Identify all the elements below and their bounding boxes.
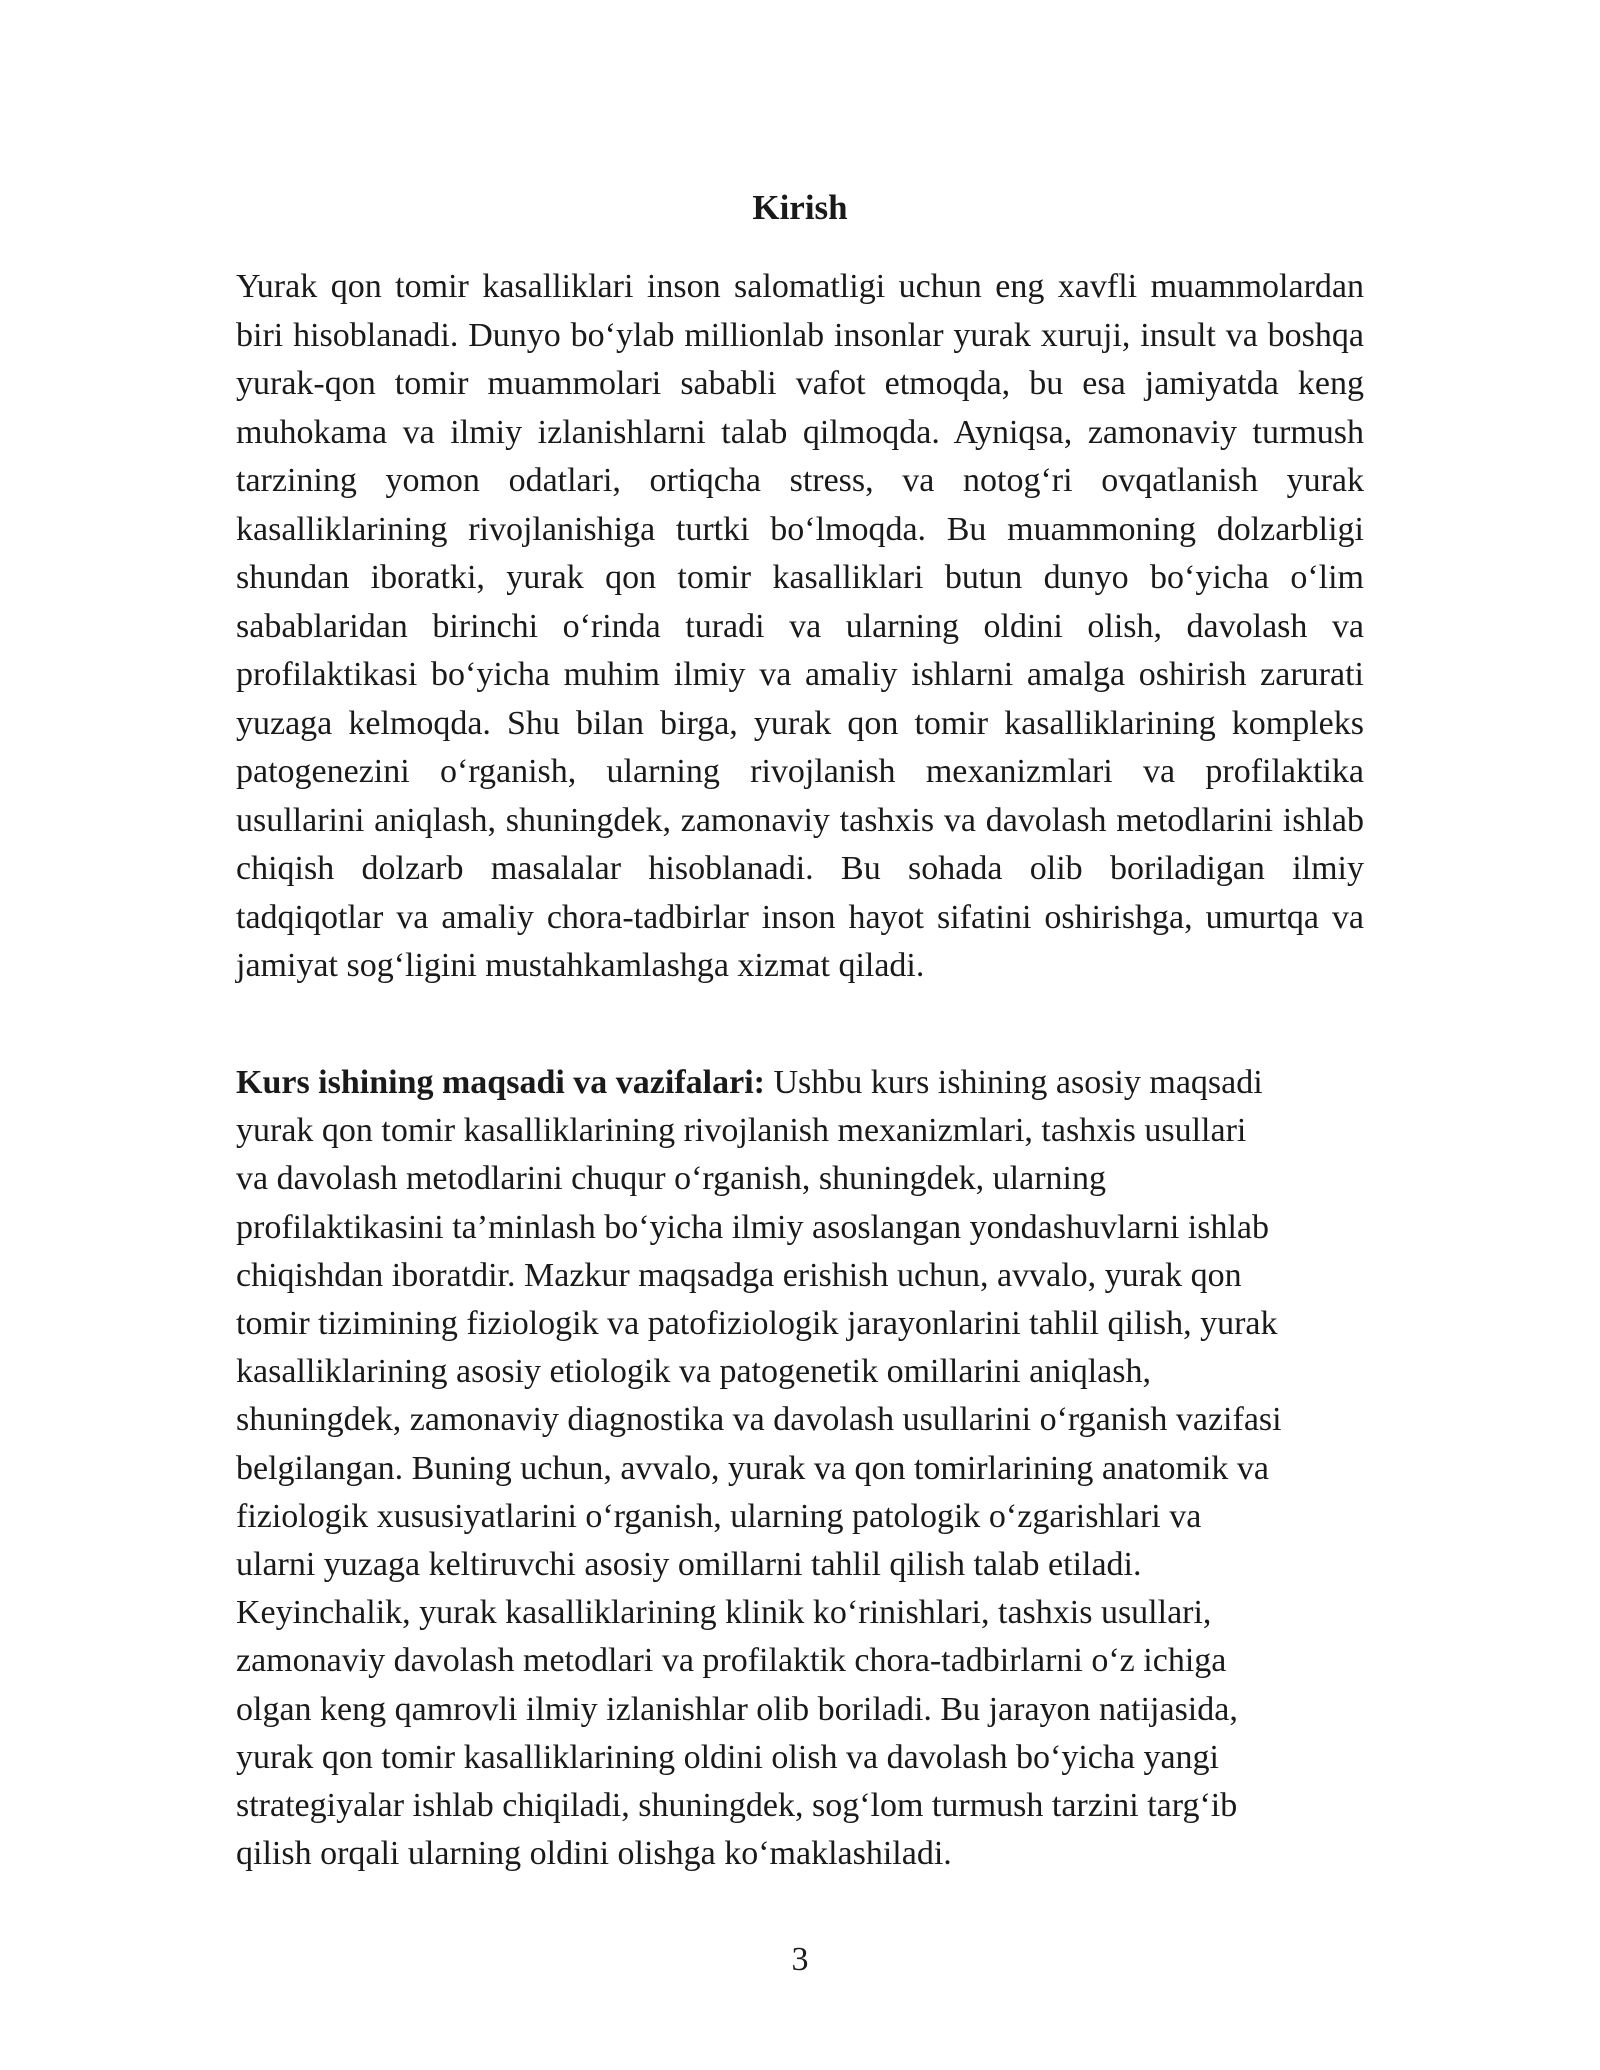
goals-line: kasalliklarining asosiy etiologik va patogenetik omillarini aniqlash, [236,1353,1151,1391]
goals-line: olgan keng qamrovli ilmiy izlanishlar olib boriladi. Bu jarayon natijasida, [236,1690,1238,1728]
goals-paragraph [236,1059,1364,1878]
goals-line: belgilangan. Buning uchun, avvalo, yurak va qon tomirlarining anatomik va [236,1449,1269,1487]
intro-paragraph: Yurak qon tomir kasalliklari inson salomatligi uchun eng xavfli muammolardan biri hisoblanadi. Dunyo bo‘ylab millionlab insonlar yurak xuruji, insult va boshqa yurak-qon tomir muammolari sababli vafot etmoqda, bu esa jamiyatda keng muhokama va ilmiy izlanishlarni talab qilmoqda. Ayniqsa, zamonaviy turmush tarzining yomon odatlari, ortiqcha stress, va notog‘ri ovqatlanish yurak kasalliklarining rivojlanishiga turtki bo‘lmoqda. Bu muammoning dolzarbligi shundan iboratki, yurak qon tomir kasalliklari butun dunyo bo‘yicha o‘lim sabablaridan birinchi o‘rinda turadi va ularning oldini olish, davolash va profilaktikasi bo‘yicha muhim ilmiy va amaliy ishlarni amalga oshirish zarurati yuzaga kelmoqda. Shu bilan birga, yurak qon tomir kasalliklarining kompleks patogenezini o‘rganish, ularning rivojlanish mexanizmlari va profilaktika usullarini aniqlash, shuningdek, zamonaviy tashxis va davolash metodlarini ishlab chiqish dolzarb masalalar hisoblanadi. Bu sohada olib boriladigan ilmiy tadqiqotlar va amaliy chora-tadbirlar inson hayot sifatini oshirishga, umurtqa va jamiyat sog‘ligini mustahkamlashga xizmat qiladi. [236,268,1364,984]
goals-line: fiziologik xususiyatlarini o‘rganish, ularning patologik o‘zgarishlari va [236,1497,1202,1535]
goals-line: yurak qon tomir kasalliklarining oldini olish va davolash bo‘yicha yangi [236,1738,1219,1776]
goals-line: qilish orqali ularning oldini olishga ko‘maklashiladi. [236,1835,952,1873]
goals-line: shuningdek, zamonaviy diagnostika va davolash usullarini o‘rganish vazifasi [236,1401,1282,1439]
goals-line: yurak qon tomir kasalliklarining rivojlanish mexanizmlari, tashxis usullari [236,1112,1247,1150]
goals-line: zamonaviy davolash metodlari va profilaktik chora-tadbirlarni o‘z ichiga [236,1642,1227,1680]
section-heading: Kirish [752,188,848,227]
page-number: 3 [791,1941,809,1978]
goals-line: Keyinchalik, yurak kasalliklarining klinik ko‘rinishlari, tashxis usullari, [236,1594,1212,1632]
goals-line: profilaktikasini ta’minlash bo‘yicha ilmiy asoslangan yondashuvlarni ishlab [236,1208,1270,1246]
goals-lead: Kurs ishining maqsadi va vazifalari: [236,1064,765,1101]
goals-line: ularni yuzaga keltiruvchi asosiy omillarni tahlil qilish talab etiladi. [236,1546,1142,1584]
goals-line: chiqishdan iboratdir. Mazkur maqsadga erishish uchun, avvalo, yurak qon [236,1256,1242,1294]
goals-line: strategiyalar ishlab chiqiladi, shuningdek, sog‘lom turmush tarzini targ‘ib [236,1787,1238,1825]
goals-line: Ushbu kurs ishining asosiy maqsadi [764,1064,1263,1101]
goals-line: va davolash metodlarini chuqur o‘rganish, shuningdek, ularning [236,1160,1106,1198]
goals-line: tomir tizimining fiziologik va patofiziologik jarayonlarini tahlil qilish, yurak [236,1305,1278,1343]
